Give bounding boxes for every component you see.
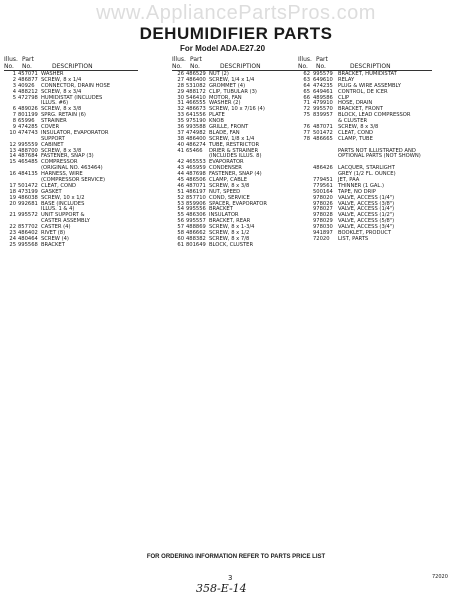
part-description: WASHER (2) xyxy=(209,100,241,107)
part-row xyxy=(4,243,138,249)
part-number: 978028 xyxy=(313,212,333,219)
part-number: 487071 xyxy=(186,182,206,189)
part-description: COND, SERVICE xyxy=(209,194,250,201)
part-description: BRACKET xyxy=(41,241,65,248)
part-number: 488869 xyxy=(186,224,206,231)
part-description: SCREW, 10 x 1/2 xyxy=(41,194,85,201)
part-description: CLIP xyxy=(338,94,350,101)
part-description: CASTER (4) xyxy=(41,224,71,231)
part-description: BRACKET, FRONT xyxy=(338,106,383,113)
part-number: 486665 xyxy=(313,135,333,142)
part-description: COVER xyxy=(41,124,60,131)
illus-number: 12 xyxy=(9,141,16,148)
parts-list xyxy=(172,72,306,249)
illus-number: 17 xyxy=(9,182,16,189)
illus-number: 8 xyxy=(12,118,16,125)
part-number: 995557 xyxy=(186,218,206,225)
part-description: COMPRESSOR xyxy=(41,159,78,166)
part-number: 501472 xyxy=(18,182,38,189)
part-number: 465959 xyxy=(186,165,206,172)
part-number: 857710 xyxy=(186,194,206,201)
no-header: No. xyxy=(298,62,308,70)
part-number: 978026 xyxy=(313,200,333,207)
illus-number: 40 xyxy=(177,141,184,148)
description-header: DESCRIPTION xyxy=(52,62,93,70)
part-number: 978029 xyxy=(313,218,333,225)
part-number: 978030 xyxy=(313,224,333,231)
part-number: 488172 xyxy=(186,88,206,95)
part-description: SCREW, 8 x 1-3/4 xyxy=(209,224,255,231)
part-description: BLOCK, LEAD COMPRESSOR xyxy=(338,112,411,119)
part-description: CABINET xyxy=(41,141,64,148)
part-number: 975190 xyxy=(186,118,206,125)
part-number: 857702 xyxy=(18,224,38,231)
parts-column-1 xyxy=(4,57,138,249)
part-number: 486274 xyxy=(186,141,206,148)
part-number: 474235 xyxy=(313,82,333,89)
illus-number: 19 xyxy=(9,194,16,201)
part-description: PLATE xyxy=(209,112,225,119)
part-description: CASTER ASSEMBLY xyxy=(41,218,90,225)
illus-number: 42 xyxy=(177,159,184,166)
part-number: 801649 xyxy=(186,241,206,248)
part-number: 779451 xyxy=(313,177,333,184)
part-number: 489026 xyxy=(18,106,38,113)
ordering-note: FOR ORDERING INFORMATION REFER TO PARTS PRICE LIST xyxy=(146,554,326,560)
part-description: PLUG & WIRE ASSEMBLY xyxy=(338,82,401,89)
part-number: 649610 xyxy=(313,76,333,83)
part-description: HARNESS, WIRE xyxy=(41,171,83,178)
part-number: 484135 xyxy=(18,171,38,178)
part-number: 488212 xyxy=(18,88,38,95)
description-header: DESCRIPTION xyxy=(220,62,261,70)
part-description: GREY (1/2 FL. OUNCE) xyxy=(338,171,396,178)
illus-number: 9 xyxy=(12,124,16,131)
part-row xyxy=(172,243,306,249)
part-description: VALVE, ACCESS (1/2") xyxy=(338,212,395,219)
illus-number: 23 xyxy=(9,230,16,237)
part-description: SCREW, 8 x 3/8 xyxy=(338,124,379,131)
part-description: SCREW, 8 x 3/8 xyxy=(41,147,82,154)
part-number: 500164 xyxy=(313,188,333,195)
illus-number: 51 xyxy=(177,188,184,195)
illus-number: 36 xyxy=(177,124,184,131)
illus-number: 33 xyxy=(177,112,184,119)
illus-number: 63 xyxy=(303,76,310,83)
part-number: 486400 xyxy=(186,76,206,83)
illus-number: 10 xyxy=(9,129,16,136)
column-header xyxy=(4,57,138,71)
handwritten-note: 358-E-14 xyxy=(196,582,247,595)
part-description: NUT (2) xyxy=(209,71,229,77)
illus-number: 45 xyxy=(177,177,184,184)
illus-number: 52 xyxy=(177,194,184,201)
part-description: TAPE, NO DRIP xyxy=(338,188,376,195)
part-description: CLEAT, COND xyxy=(338,129,373,136)
part-description: KNOB xyxy=(209,118,224,125)
part-description: VALVE, ACCESS (3/4") xyxy=(338,224,395,231)
part-header: Part xyxy=(316,56,328,63)
page-title: DEHUMIDIFIER PARTS xyxy=(139,24,333,43)
illus-number: 37 xyxy=(177,129,184,136)
partno-header: No. xyxy=(22,62,32,70)
part-number: 487071 xyxy=(313,124,333,131)
illus-number: 22 xyxy=(9,224,16,231)
doc-code: 72020 xyxy=(432,574,448,580)
no-header: No. xyxy=(4,62,14,70)
part-description: GASKET xyxy=(41,188,62,195)
illus-number: 13 xyxy=(9,147,16,154)
part-number: 486877 xyxy=(18,76,38,83)
part-description: ILLUS. #6) xyxy=(41,100,69,107)
part-description: PARTS NOT ILLUSTRATED AND xyxy=(338,147,416,154)
part-number: 501472 xyxy=(313,129,333,136)
part-number: 486402 xyxy=(18,230,38,237)
part-number: 474743 xyxy=(18,129,38,136)
part-number: 486400 xyxy=(186,135,206,142)
part-description: SCREW, 8 x 7/8 xyxy=(209,235,250,242)
part-description: BRACKET xyxy=(209,206,233,213)
illus-number: 21 xyxy=(9,212,16,219)
illus-number: 18 xyxy=(9,188,16,195)
part-description: OPTIONAL PARTS (NOT SHOWN) xyxy=(338,153,421,160)
part-description: WASHER xyxy=(41,71,64,77)
illus-number: 75 xyxy=(303,112,310,119)
illus-number: 35 xyxy=(177,118,184,125)
part-description: UNIT SUPPORT & xyxy=(41,212,85,219)
part-description: BOOKLET, PRODUCT xyxy=(338,230,392,237)
part-number: 457071 xyxy=(18,71,38,77)
illus-number: 62 xyxy=(303,71,310,77)
part-description: BRACKET, HUMIDISTAT xyxy=(338,71,397,77)
part-description: CONTROL, DE ICER xyxy=(338,88,388,95)
part-description: INSULATOR, EVAPORATOR xyxy=(41,129,109,136)
illus-number: 61 xyxy=(177,241,184,248)
part-number: 473199 xyxy=(18,188,38,195)
illus-number: 64 xyxy=(303,82,310,89)
illus-number: 20 xyxy=(9,200,16,207)
part-number: 531082 xyxy=(186,82,206,89)
illus-number: 54 xyxy=(177,206,184,213)
part-header: Part xyxy=(22,56,34,63)
part-number: 479910 xyxy=(313,100,333,107)
illus-number: 31 xyxy=(177,100,184,107)
part-description: NUT, SPEED xyxy=(209,188,241,195)
part-number: 486306 xyxy=(186,212,206,219)
part-number: 993588 xyxy=(186,124,206,131)
part-description: MOTOR, FAN xyxy=(209,94,242,101)
illus-number: 77 xyxy=(303,129,310,136)
illus-number: 24 xyxy=(9,235,16,242)
part-description: STRAINER xyxy=(41,118,67,125)
illus-number: 65 xyxy=(303,88,310,95)
part-number: 546410 xyxy=(186,94,206,101)
illus-number: 78 xyxy=(303,135,310,142)
part-description: SCREW, 8 x 1/4 xyxy=(41,76,82,83)
part-description: CONNECTOR, DRAIN HOSE xyxy=(41,82,111,89)
illus-number: 44 xyxy=(177,171,184,178)
part-description: CLAMP, TUBE xyxy=(338,135,373,142)
part-number: 488700 xyxy=(18,147,38,154)
part-description: (ORIGINAL NO. 463464) xyxy=(41,165,103,172)
part-description: VALVE, ACCESS (1/4") xyxy=(338,194,395,201)
part-description: LACQUER, STARLIGHT xyxy=(338,165,395,172)
part-row xyxy=(298,237,432,243)
illus-number: 1 xyxy=(12,71,16,77)
illus-number: 38 xyxy=(177,135,184,142)
illus-number: 25 xyxy=(9,241,16,248)
part-description: HOSE, DRAIN xyxy=(338,100,373,107)
part-description: SPRG. RETAIN (6) xyxy=(41,112,86,119)
part-description: THINNER (1 GAL.) xyxy=(338,182,384,189)
part-description: SCREW, 8 x 3/8 xyxy=(41,106,82,113)
illus-number: 71 xyxy=(303,100,310,107)
illus-header: Illus. xyxy=(4,56,18,63)
illus-number: 2 xyxy=(12,76,16,83)
part-number: 40926 xyxy=(18,82,35,89)
illus-number: 14 xyxy=(9,153,16,160)
illus-number: 41 xyxy=(177,147,184,154)
part-description: VALVE, ACCESS (1/4") xyxy=(338,206,395,213)
part-description: FASTENER, SNAP (3) xyxy=(41,153,94,160)
illus-number: 60 xyxy=(177,235,184,242)
illus-number: 16 xyxy=(9,171,16,178)
part-header: Part xyxy=(190,56,202,63)
part-number: 486662 xyxy=(186,230,206,237)
illus-number: 3 xyxy=(12,82,16,89)
parts-column-2 xyxy=(172,57,306,249)
part-number: 472798 xyxy=(18,94,38,101)
part-description: SCREW (4) xyxy=(41,235,69,242)
illus-number: 72 xyxy=(303,106,310,113)
partno-header: No. xyxy=(316,62,326,70)
illus-number: 26 xyxy=(177,71,184,77)
part-description: GROMMET (4) xyxy=(209,82,246,89)
part-description: SCREW, 10 x 7/16 (4) xyxy=(209,106,265,113)
part-number: 474982 xyxy=(186,129,206,136)
part-description: & CLUSTER xyxy=(338,118,368,125)
part-number: 487684 xyxy=(18,153,38,160)
part-description: SCREW, 1/8 x 1/4 xyxy=(209,135,255,142)
part-number: 486197 xyxy=(186,188,206,195)
part-description: (INCLUDES ILLUS. 8) xyxy=(209,153,262,160)
part-description: BLOCK, CLUSTER xyxy=(209,241,254,248)
part-description: SCREW, 8 x 3/4 xyxy=(41,88,82,95)
part-number: 995556 xyxy=(186,206,206,213)
illus-number: 76 xyxy=(303,124,310,131)
part-number: 465553 xyxy=(186,159,206,166)
part-description: FASTENER, SNAP (4) xyxy=(209,171,262,178)
part-number: 995572 xyxy=(18,212,38,219)
illus-number: 28 xyxy=(177,82,184,89)
illus-number: 46 xyxy=(177,182,184,189)
illus-number: 43 xyxy=(177,165,184,172)
part-description: SCREW, 8 x 3/8 xyxy=(209,182,250,189)
part-number: 486426 xyxy=(313,165,333,172)
part-number: 995559 xyxy=(18,141,38,148)
parts-column-3 xyxy=(298,57,432,243)
part-number: 474285 xyxy=(18,124,38,131)
part-description: VALVE, ACCESS (5/8") xyxy=(338,218,395,225)
illus-number: 57 xyxy=(177,224,184,231)
part-number: 486038 xyxy=(18,194,38,201)
part-description: RIVET (8) xyxy=(41,230,66,237)
page-subtitle: For Model ADA.E27.20 xyxy=(180,44,266,53)
part-description: SCREW, 1/4 x 1/4 xyxy=(209,76,255,83)
part-number: 486673 xyxy=(186,106,206,113)
part-number: 466555 xyxy=(186,100,206,107)
part-description: BLADE, FAN xyxy=(209,129,240,136)
part-description: BRACKET, REAR xyxy=(209,218,251,225)
description-header: DESCRIPTION xyxy=(350,62,391,70)
part-number: 465485 xyxy=(18,159,38,166)
illus-number: 53 xyxy=(177,200,184,207)
illus-number: 32 xyxy=(177,106,184,113)
part-number: 995568 xyxy=(18,241,38,248)
part-number: 641556 xyxy=(186,112,206,119)
part-number: 489586 xyxy=(313,94,333,101)
part-description: (COMPRESSOR SERVICE) xyxy=(41,177,106,184)
part-number: 978027 xyxy=(313,206,333,213)
part-description: LIST, PARTS xyxy=(338,235,369,242)
part-number: 480464 xyxy=(18,235,38,242)
illus-number: 7 xyxy=(12,112,16,119)
illus-number: 5 xyxy=(12,94,16,101)
illus-number: 4 xyxy=(12,88,16,95)
part-description: CLEAT, COND xyxy=(41,182,76,189)
column-header xyxy=(172,57,306,71)
part-description: EVAPORATOR xyxy=(209,159,244,166)
part-description: SCREW, 8 x 1/2 xyxy=(209,230,250,237)
part-description: GRILLE, FRONT xyxy=(209,124,249,131)
part-number: 65996 xyxy=(18,118,35,125)
part-description: CLAMP, CABLE xyxy=(209,177,247,184)
part-number: 486529 xyxy=(186,71,206,77)
part-number: 487698 xyxy=(186,171,206,178)
part-description: CLIP, TUBULAR (3) xyxy=(209,88,257,95)
part-description: INSULATOR xyxy=(209,212,239,219)
part-description: JET, PAA xyxy=(338,177,360,184)
illus-number: 29 xyxy=(177,88,184,95)
no-header: No. xyxy=(172,62,182,70)
part-description: VALVE, ACCESS (3/8") xyxy=(338,200,395,207)
part-description: TUBE, RESTRICTOR xyxy=(209,141,260,148)
part-number: 992681 xyxy=(18,200,38,207)
part-description: ILLUS. 1 & 4) xyxy=(41,206,75,213)
part-number: 649461 xyxy=(313,88,333,95)
part-number: 941897 xyxy=(313,230,333,237)
part-description: BASE (INCLUDES xyxy=(41,200,85,207)
illus-number: 27 xyxy=(177,76,184,83)
parts-list xyxy=(4,72,138,249)
part-number: 995579 xyxy=(313,71,333,77)
part-description: HUMIDISTAT (INCLUDES xyxy=(41,94,103,101)
illus-number: 66 xyxy=(303,94,310,101)
part-number: 488382 xyxy=(186,235,206,242)
part-number: 978020 xyxy=(313,194,333,201)
parts-list xyxy=(298,72,432,243)
illus-number: 56 xyxy=(177,218,184,225)
part-number: 801199 xyxy=(18,112,38,119)
illus-number: 58 xyxy=(177,230,184,237)
part-number: 995570 xyxy=(313,106,333,113)
part-description: SPACER, EVAPORATOR xyxy=(209,200,267,207)
part-number: 779561 xyxy=(313,182,333,189)
illus-number: 55 xyxy=(177,212,184,219)
watermark: www.AppliancePartsPros.com xyxy=(96,2,376,24)
part-description: RELAY xyxy=(338,76,355,83)
part-description: DRIER & STRAINER xyxy=(209,147,259,154)
illus-number: 6 xyxy=(12,106,16,113)
part-number: 65466 xyxy=(186,147,203,154)
part-number: 72020 xyxy=(313,235,330,242)
page-number: 3 xyxy=(228,574,233,582)
illus-number: 30 xyxy=(177,94,184,101)
illus-header: Illus. xyxy=(298,56,312,63)
part-description: SUPPORT xyxy=(41,135,65,142)
column-header xyxy=(298,57,432,71)
part-number: 839957 xyxy=(313,112,333,119)
illus-number: 15 xyxy=(9,159,16,166)
part-description: CONDENSER xyxy=(209,165,242,172)
illus-header: Illus. xyxy=(172,56,186,63)
partno-header: No. xyxy=(190,62,200,70)
part-number: 486506 xyxy=(186,177,206,184)
part-number: 859906 xyxy=(186,200,206,207)
